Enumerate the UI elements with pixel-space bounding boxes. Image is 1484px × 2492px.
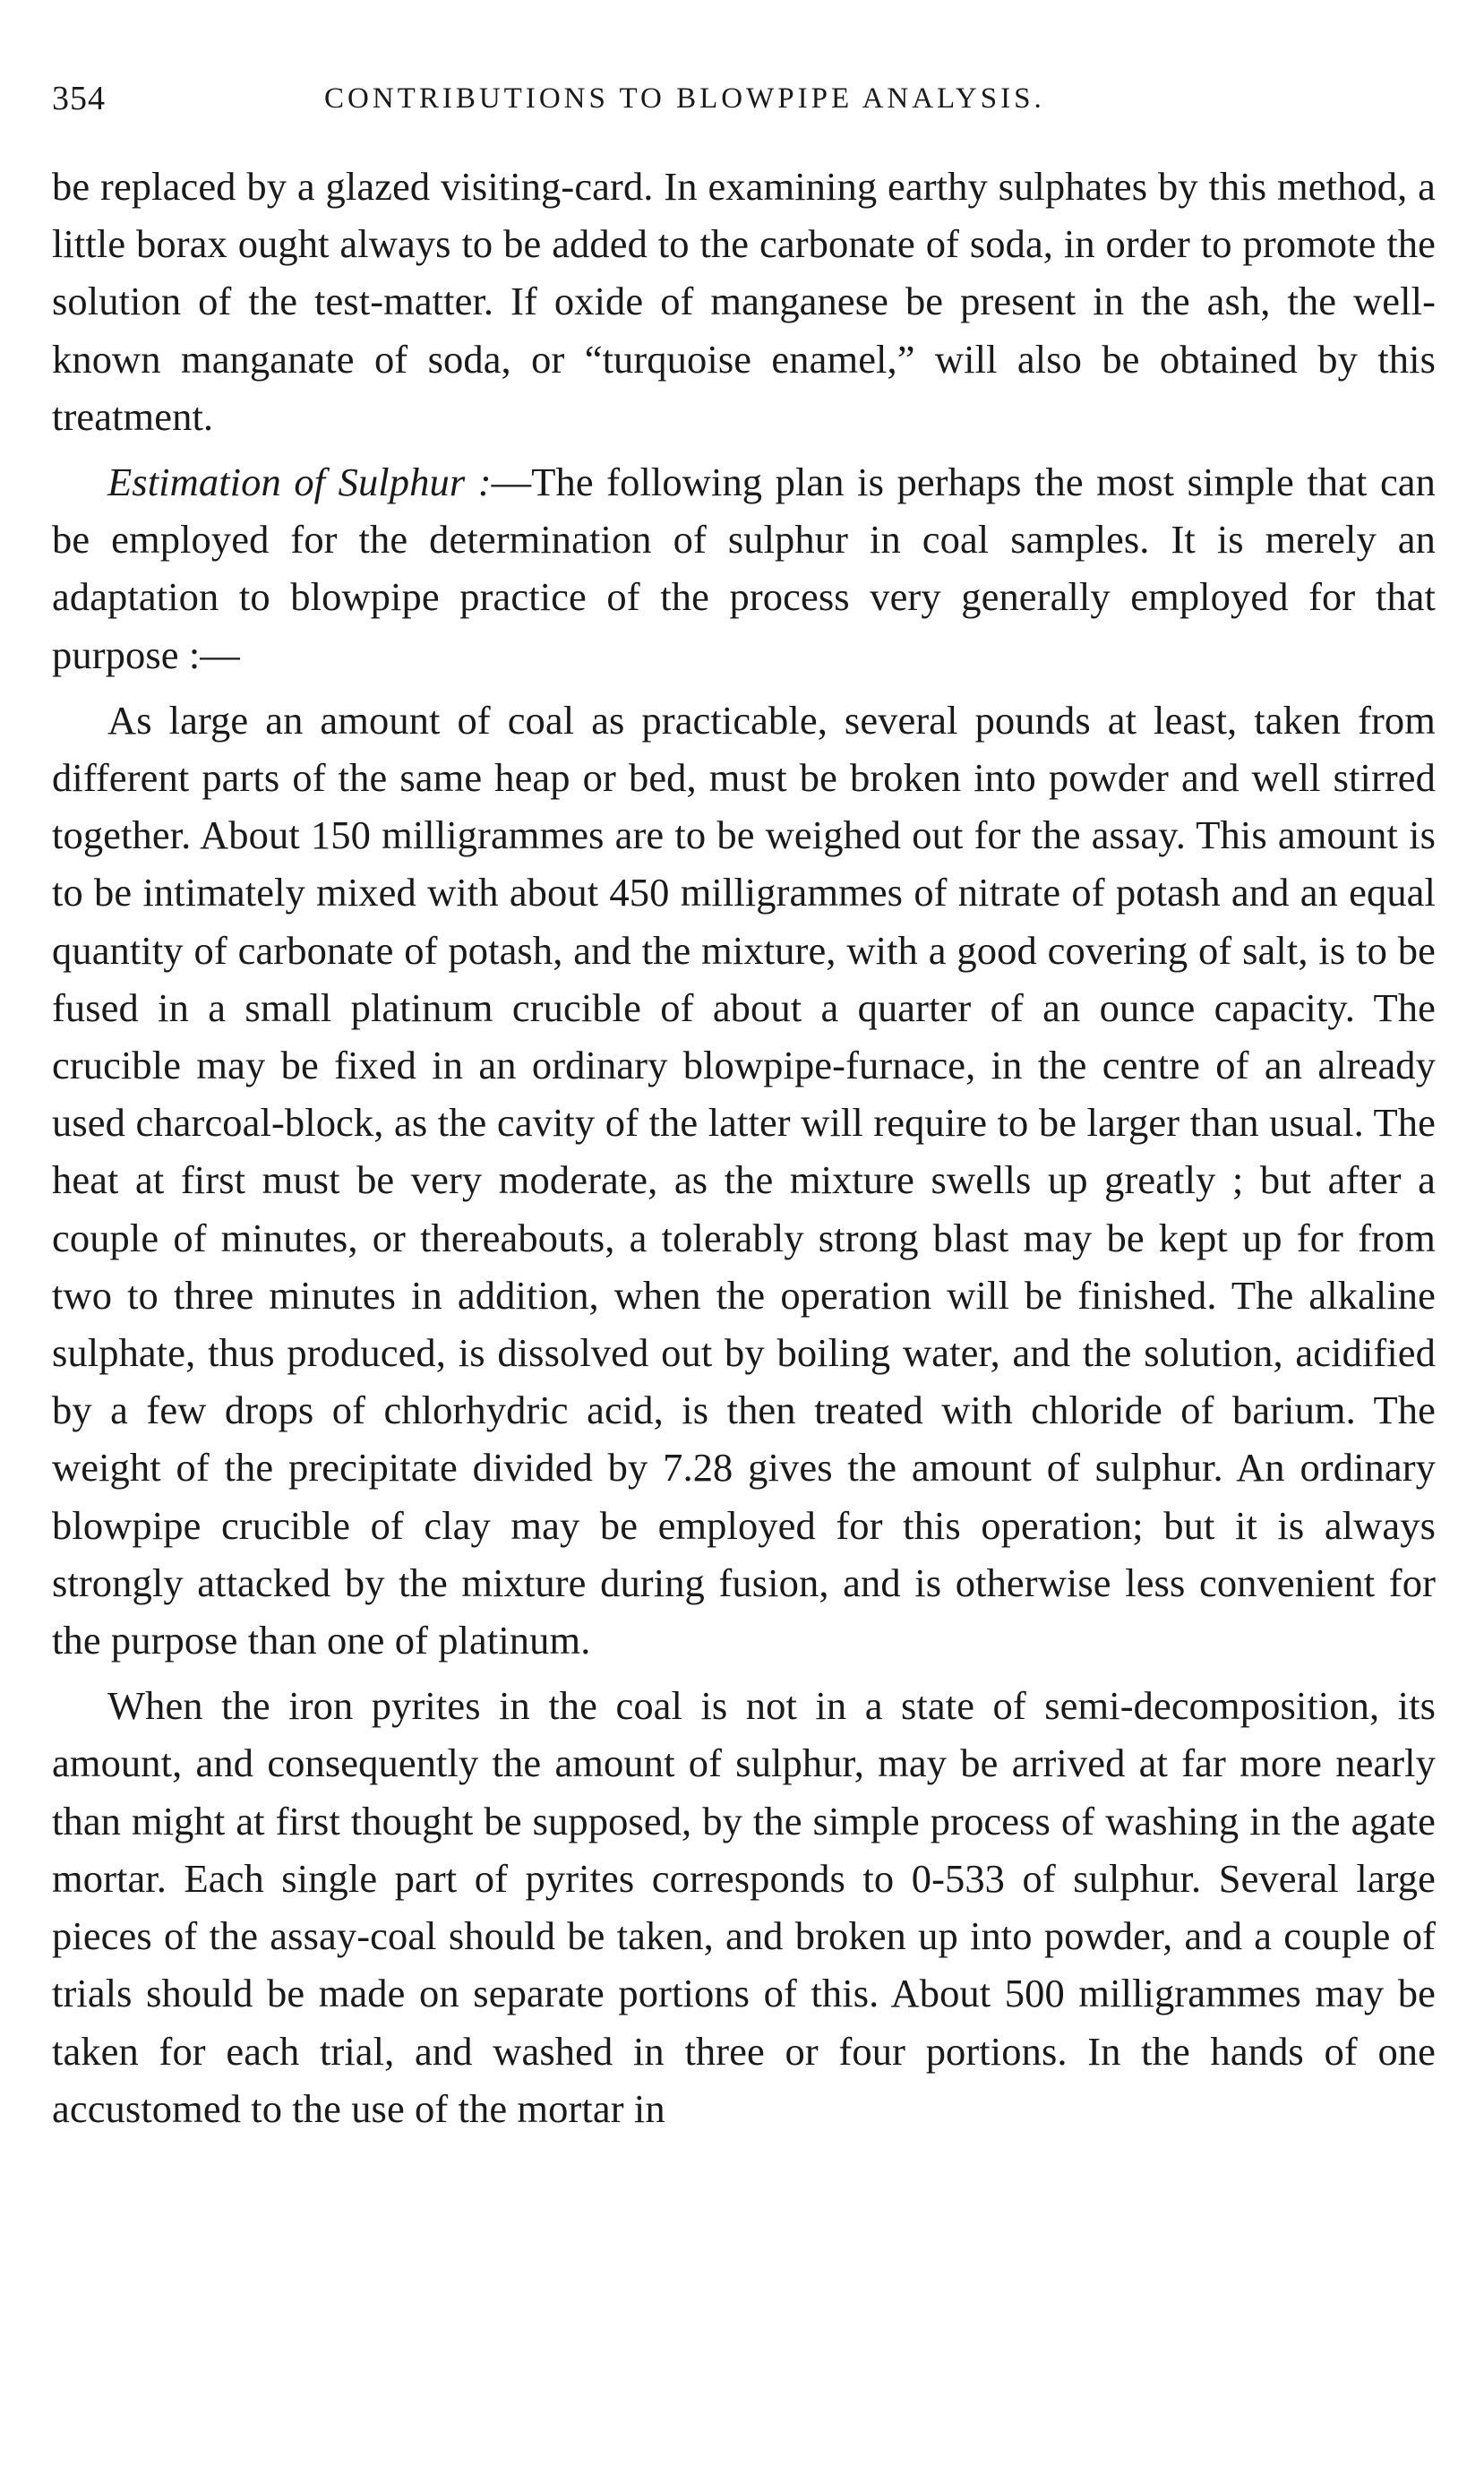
paragraph-assay-procedure <box>52 692 1436 1669</box>
book-page <box>52 63 1436 2463</box>
body-text <box>52 158 1436 2137</box>
paragraph-estimation-of-sulphur <box>52 453 1436 683</box>
section-heading: Estimation of Sulphur : <box>107 460 492 505</box>
paragraph-continuation <box>52 158 1436 445</box>
running-head <box>52 63 1436 125</box>
page-number: 354 <box>52 80 106 117</box>
paragraph-iron-pyrites <box>52 1677 1436 2137</box>
paragraph-text: When the iron pyrites in the coal is not in a state of semi-decomposition, its amount, and consequently the amount of sulphur, may be arrived at far more nearly than might at first thought be supposed, by the simple process of washing in the agate mortar. Each single part of pyrites corresponds to 0-533 of sulphur. Several large pieces of the assay-coal should be taken, and broken up into powder, and a couple of trials should be made on separate portions of this. About 500 milligrammes may be taken for each trial, and washed in three or four portions. In the hands of one accustomed to the use of the mortar in <box>52 1683 1436 2131</box>
running-title: CONTRIBUTIONS TO BLOWPIPE ANALYSIS. <box>324 82 1045 115</box>
paragraph-text: —The following plan is perhaps the most simple that can be employed for the determination of sulphur in coal samples. It is merely an adaptation to blowpipe practice of the process very generally employed for that purpose :— <box>52 460 1436 677</box>
paragraph-text: be replaced by a glazed visiting-card. In examining earthy sulphates by this method, a little borax ought always to be added to the carbonate of soda, in order to promote the solution of the test-matter. If oxide of manganese be present in the ash, the well-known manganate of soda, or “turquoise enamel,” will also be obtained by this treatment. <box>52 164 1436 439</box>
paragraph-text: As large an amount of coal as practicable, several pounds at least, taken from different parts of the same heap or bed, must be broken into powder and well stirred together. About 150 milligrammes are to be weighed out for the assay. This amount is to be intimately mixed with about 450 milligrammes of nitrate of potash and an equal quantity of carbonate of potash, and the mixture, with a good covering of salt, is to be fused in a small platinum crucible of about a quarter of an ounce capacity. The crucible may be fixed in an ordinary blowpipe-furnace, in the centre of an already used charcoal-block, as the cavity of the latter will require to be larger than usual. The heat at first must be very moderate, as the mixture swells up greatly ; but after a couple of minutes, or thereabouts, a tolerably strong blast may be kept up for from two to three minutes in addition, when the operation will be finished. The alkaline sulphate, thus produced, is dissolved out by boiling water, and the solution, acidified by a few drops of chlorhydric acid, is then treated with chloride of barium. The weight of the precipitate divided by 7.28 gives the amount of sulphur. An ordinary blowpipe crucible of clay may be employed for this operation; but it is always strongly attacked by the mixture during fusion, and is otherwise less convenient for the purpose than one of platinum. <box>52 697 1436 1663</box>
